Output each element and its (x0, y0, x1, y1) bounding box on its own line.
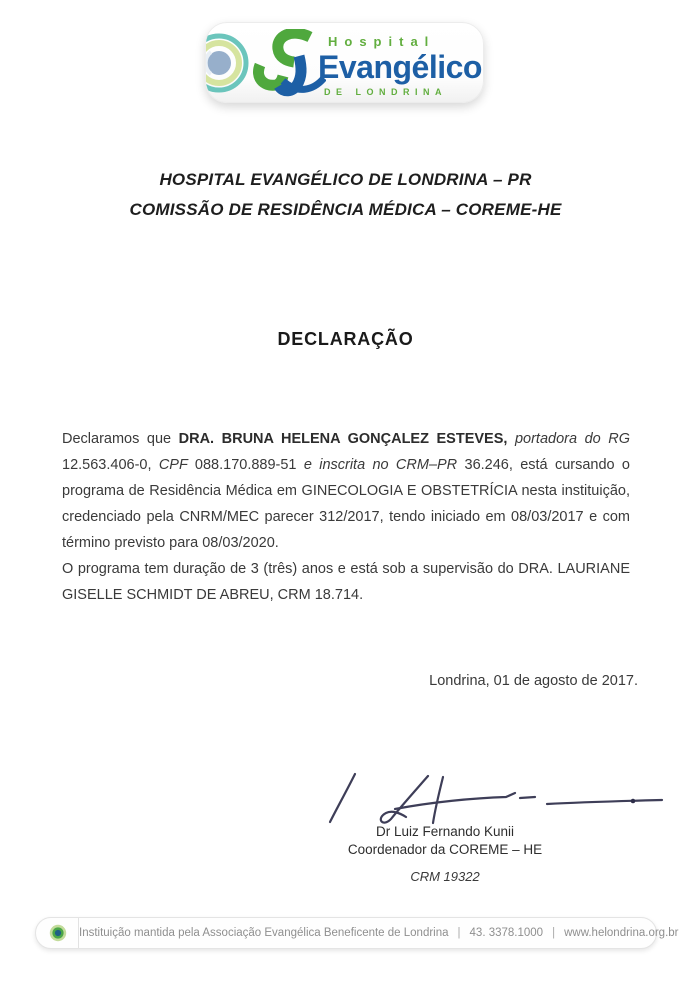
logo-text (318, 34, 482, 97)
logo-word-de-londrina: DE LONDRINA (324, 87, 447, 97)
body-segment: está cursando o programa de Residência Médica em GINECOLOGIA E OBSTETRÍCIA nesta instituição, credenciado pela CNRM/MEC parecer 312/2017, tendo iniciado em 08/03/2017 e com término previsto para 08/03/2020. (62, 457, 630, 551)
body-segment-italic: portadora do RG (514, 431, 630, 447)
footer-institution: Instituição mantida pela Associação Evangélica Beneficente de Londrina (79, 927, 449, 939)
body-segment-italic: e inscrita no CRM–PR (303, 457, 465, 473)
logo-word-evangelico: Evangélico (318, 49, 482, 85)
signer-role: Coordenador da COREME – HE (347, 842, 543, 857)
body-segment: 088.170.889-51 (194, 457, 304, 473)
title-line-2: COMISSÃO DE RESIDÊNCIA MÉDICA – COREME-HE (129, 200, 562, 219)
footer-bullseye-icon (49, 924, 67, 942)
logo-cross-icon (252, 29, 326, 97)
body-segment-name-bold: DRA. BRUNA HELENA GONÇALEZ ESTEVES, (178, 431, 515, 447)
body-segment: 36.246, (464, 457, 521, 473)
footer-website: www.helondrina.org.br (564, 927, 679, 939)
signature-block (330, 823, 560, 886)
body-segment: 12.563.406-0, (62, 457, 159, 473)
logo-word-hospital: Hospital (328, 34, 436, 49)
footer-separator: | (552, 927, 556, 939)
footer-text (79, 927, 679, 939)
footer-separator: | (457, 927, 461, 939)
footer-phone: 43. 3378.1000 (469, 927, 544, 939)
paragraph-1 (62, 426, 630, 556)
signer-name: Dr Luiz Fernando Kunii (375, 824, 515, 839)
signer-crm: CRM 19322 (410, 869, 480, 884)
footer-bar (35, 917, 679, 949)
document-title (0, 165, 691, 225)
date-line: Londrina, 01 de agosto de 2017. (429, 673, 638, 689)
signature-handwriting (322, 768, 670, 828)
logo-emblem-circle-icon (205, 32, 250, 94)
paragraph-2: O programa tem duração de 3 (três) anos e está sob a supervisão do DRA. LAURIANE GISELLE SCHMIDT DE ABREU, CRM 18.714. (62, 561, 630, 603)
declaration-body (62, 426, 630, 608)
declaration-heading: DECLARAÇÃO (277, 329, 414, 349)
body-segment: Declaramos que (62, 431, 179, 447)
hospital-logo (205, 22, 484, 103)
body-segment-italic: CPF (158, 457, 195, 473)
title-line-1: HOSPITAL EVANGÉLICO DE LONDRINA – PR (159, 170, 532, 189)
